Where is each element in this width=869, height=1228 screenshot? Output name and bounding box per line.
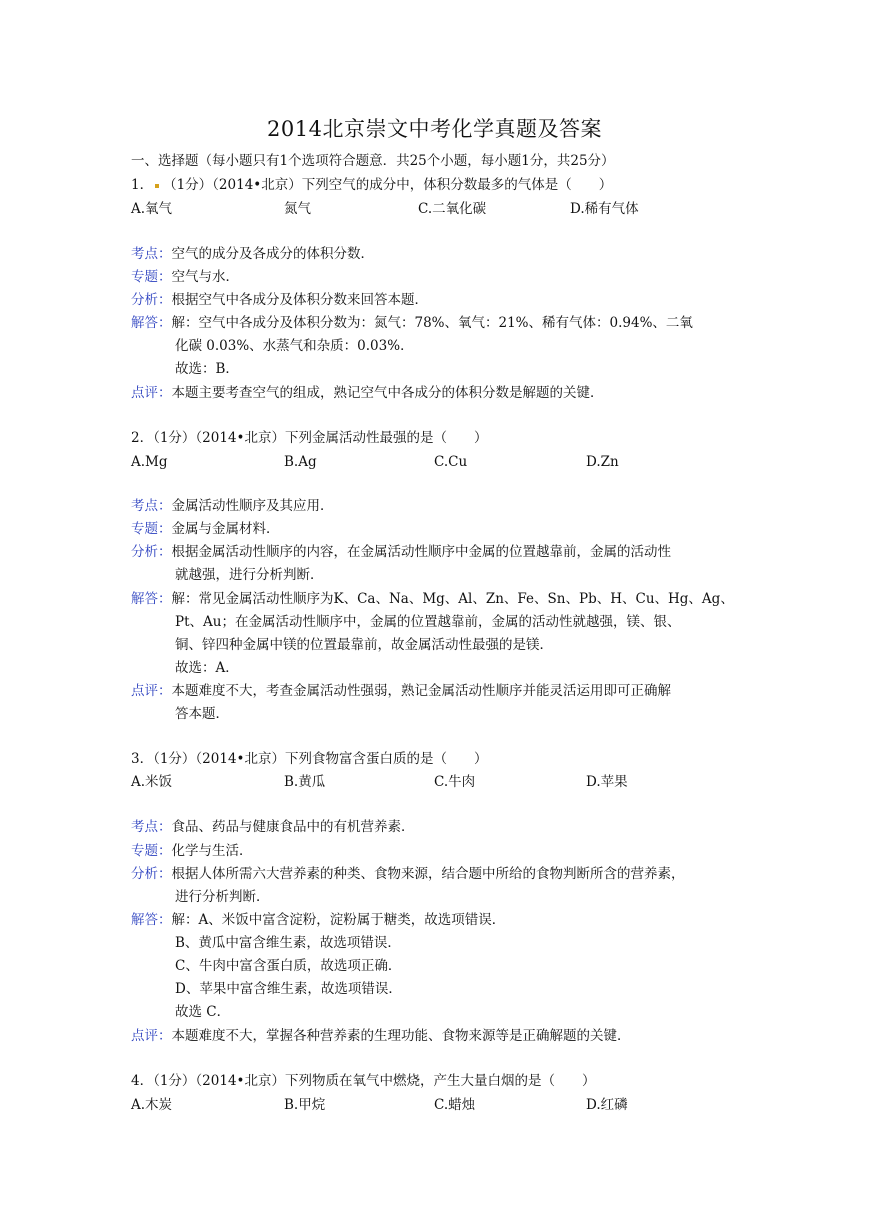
question-2-stem: 2．（1分）（2014•北京）下列金属活动性最强的是（ ） (131, 430, 488, 446)
q3-option-b: B.黄瓜 (284, 774, 326, 790)
q3-jieda-line-3: C、牛肉中富含蛋白质，故选项正确． (175, 958, 402, 974)
q1-kaodian (131, 245, 374, 263)
q4-option-a: A.木炭 (131, 1097, 173, 1113)
q2-jieda-line-3: 铜、锌四种金属中镁的位置最靠前，故金属活动性最强的是镁． (175, 637, 553, 653)
jieda-label: 解答： (131, 912, 172, 928)
q2-kaodian (131, 497, 334, 515)
dianping-label: 点评： (131, 683, 172, 699)
q1-jieda (131, 314, 693, 332)
q2-option-d: D.Zn (586, 454, 619, 470)
q2-jieda-line-4: 故选：A． (175, 660, 239, 676)
q3-jieda-line-4: D、苹果中富含维生素，故选项错误． (175, 981, 402, 997)
q1-zhuanti (131, 268, 239, 286)
q3-fenxi (131, 865, 685, 883)
q3-jieda-line-5: 故选 C． (175, 1004, 231, 1020)
marker-icon (155, 184, 159, 188)
q2-dianping-line-2: 答本题． (175, 706, 229, 722)
q3-jieda-line-2: B、黄瓜中富含维生素，故选项错误． (175, 935, 401, 951)
q3-kaodian-text: 食品、药品与健康食品中的有机营养素． (171, 819, 415, 835)
dianping-label: 点评： (131, 1028, 172, 1044)
q1-fenxi (131, 291, 428, 309)
q1-option-d: D.稀有气体 (570, 201, 639, 217)
q1-option-c: C.二氧化碳 (418, 201, 487, 217)
jieda-label: 解答： (131, 315, 172, 331)
question-3-stem: 3．（1分）（2014•北京）下列食物富含蛋白质的是（ ） (131, 751, 488, 767)
document-title: 2014北京崇文中考化学真题及答案 (267, 117, 602, 141)
q1-jieda-line-1: 解：空气中各成分及体积分数为：氮气：78%、氧气：21%、稀有气体：0.94%、二氧 (171, 315, 693, 331)
q1-fenxi-text: 根据空气中各成分及体积分数来回答本题． (171, 292, 428, 308)
q3-zhuanti-text: 化学与生活． (171, 843, 253, 859)
q2-option-b: B.Ag (284, 454, 317, 470)
q1-kaodian-text: 空气的成分及各成分的体积分数． (171, 246, 374, 262)
q4-option-d: D.红磷 (586, 1097, 628, 1113)
fenxi-label: 分析： (131, 292, 172, 308)
q2-option-a: A.Mg (131, 454, 168, 470)
q1-option-b: 氮气 (284, 201, 311, 217)
question-4-stem: 4．（1分）（2014•北京）下列物质在氧气中燃烧，产生大量白烟的是（ ） (131, 1073, 596, 1089)
kaodian-label: 考点： (131, 246, 172, 262)
q3-kaodian (131, 818, 415, 836)
q2-jieda-line-1: 解：常见金属活动性顺序为K、Ca、Na、Mg、Al、Zn、Fe、Sn、Pb、H、Cu、Hg、Ag、 (171, 591, 734, 607)
q3-jieda (131, 911, 505, 929)
q1-jieda-line-3: 故选：B． (175, 361, 239, 377)
q3-option-a: A.米饭 (131, 774, 173, 790)
q3-fenxi-line-2: 进行分析判断． (175, 889, 270, 905)
q2-jieda (131, 590, 734, 608)
q3-zhuanti (131, 842, 253, 860)
q4-option-b: B.甲烷 (284, 1097, 326, 1113)
q3-dianping (131, 1027, 631, 1045)
zhuanti-label: 专题： (131, 843, 172, 859)
q2-fenxi-line-2: 就越强，进行分析判断． (175, 567, 324, 583)
q4-option-c: C.蜡烛 (434, 1097, 476, 1113)
q2-jieda-line-2: Pt、Au；在金属活动性顺序中，金属的位置越靠前，金属的活动性就越强，镁、银、 (175, 614, 681, 630)
kaodian-label: 考点： (131, 819, 172, 835)
kaodian-label: 考点： (131, 498, 172, 514)
q2-fenxi (131, 543, 671, 561)
q1-zhuanti-text: 空气与水． (171, 269, 239, 285)
question-1-text: （1分）（2014•北京）下列空气的成分中，体积分数最多的气体是（ ） (163, 177, 613, 193)
fenxi-label: 分析： (131, 866, 172, 882)
question-1-stem (131, 176, 612, 194)
q2-zhuanti (131, 520, 280, 538)
fenxi-label: 分析： (131, 544, 172, 560)
zhuanti-label: 专题： (131, 269, 172, 285)
q2-option-c: C.Cu (434, 454, 468, 470)
question-1-number: 1． (131, 177, 154, 193)
q2-zhuanti-text: 金属与金属材料． (171, 521, 280, 537)
q1-dianping-text: 本题主要考查空气的组成，熟记空气中各成分的体积分数是解题的关键． (171, 385, 604, 401)
q2-fenxi-line-1: 根据金属活动性顺序的内容，在金属活动性顺序中金属的位置越靠前，金属的活动性 (171, 544, 671, 560)
section-heading: 一、选择题（每小题只有1个选项符合题意．共25个小题，每小题1分，共25分） (131, 153, 615, 169)
q2-dianping-line-1: 本题难度不大，考查金属活动性强弱，熟记金属活动性顺序并能灵活运用即可正确解 (171, 683, 671, 699)
q1-option-a: A.氧气 (131, 201, 173, 217)
q2-dianping (131, 682, 671, 700)
q3-fenxi-line-1: 根据人体所需六大营养素的种类、食物来源，结合题中所给的食物判断所含的营养素， (171, 866, 685, 882)
q3-jieda-line-1: 解：A、米饭中富含淀粉，淀粉属于糖类，故选项错误． (171, 912, 506, 928)
jieda-label: 解答： (131, 591, 172, 607)
q3-option-c: C.牛肉 (434, 774, 476, 790)
q2-kaodian-text: 金属活动性顺序及其应用． (171, 498, 334, 514)
dianping-label: 点评： (131, 385, 172, 401)
q3-option-d: D.苹果 (586, 774, 628, 790)
q1-dianping (131, 384, 604, 402)
q1-jieda-line-2: 化碳 0.03%、水蒸气和杂质：0.03%． (175, 338, 414, 354)
q3-dianping-text: 本题难度不大，掌握各种营养素的生理功能、食物来源等是正确解题的关键． (171, 1028, 631, 1044)
zhuanti-label: 专题： (131, 521, 172, 537)
